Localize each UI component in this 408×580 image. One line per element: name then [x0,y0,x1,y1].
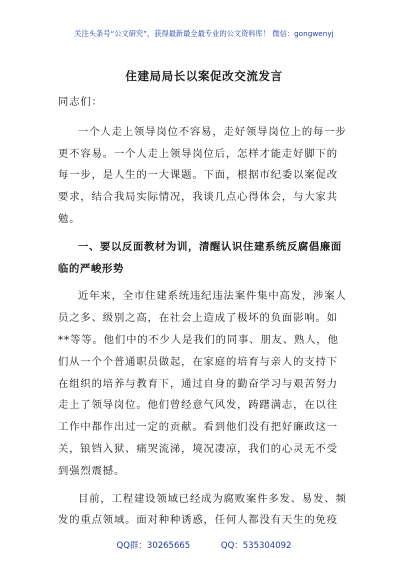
footer-qq-group: QQ群：30265665 [116,541,191,551]
footer-qq-number: QQ：535304092 [220,541,292,551]
body-line: 工作中都作出过一定的贡献。看到他们没有把好廉政这一 [58,421,338,434]
section-heading-line: 一、要以反面教材为训，清醒认识住建系统反腐倡廉面 [78,240,342,253]
salutation-line: 同志们： [58,96,103,108]
body-line: 一个人走上领导岗位不容易，走好领导岗位上的每一步 [78,125,347,138]
body-line: 们从一个个普通职员做起，在家庭的培育与亲人的支持下 [58,355,338,368]
body-line: 发的重点领域。面对种种诱惑，任何人都没有天生的免疫 [58,514,338,527]
body-line: **等等。他们中的不少人是我们的同事、朋友、熟人，他 [58,333,339,346]
body-line: 更不容易。一个人走上领导岗位后，怎样才能走好脚下的 [58,147,338,160]
body-line: 员之多、级别之高，在社会上造成了极坏的负面影响。如 [58,312,338,325]
body-line: 走上了领导岗位。他们曾经意气风发，踌躇满志，在以往 [58,399,338,412]
body-line: 目前，工程建设领域已经成为腐败案件多发、易发、频 [78,492,347,505]
body-line: 每一步，是人生的一大课题。下面，根据市纪委以案促改 [58,169,338,182]
body-line: 在组织的培养与教育下，通过自身的勤奋学习与艰苦努力 [58,377,338,390]
body-line: 要求，结合我局实际情况，我谈几点心得体会，与大家共 [58,191,338,204]
body-line: 到强烈震撼。 [58,464,126,477]
body-line: 勉。 [58,212,81,225]
document-body [58,92,356,532]
body-line: 关，锒铛入狱、痛哭流涕，境况凄凉，我们的心灵无不受 [58,442,338,455]
document-title: 住建局局长以案促改交流发言 [125,69,283,83]
header-promo-note: 关注头条号“公文研究”，获得最新最全最专业的公文资料库！ 微信：gongwenyj [74,29,334,38]
footer-contact [0,539,408,551]
body-line: 近年来，全市住建系统违纪违法案件集中高发，涉案人 [78,290,347,303]
section-heading-line: 临的严峻形势 [58,262,124,275]
